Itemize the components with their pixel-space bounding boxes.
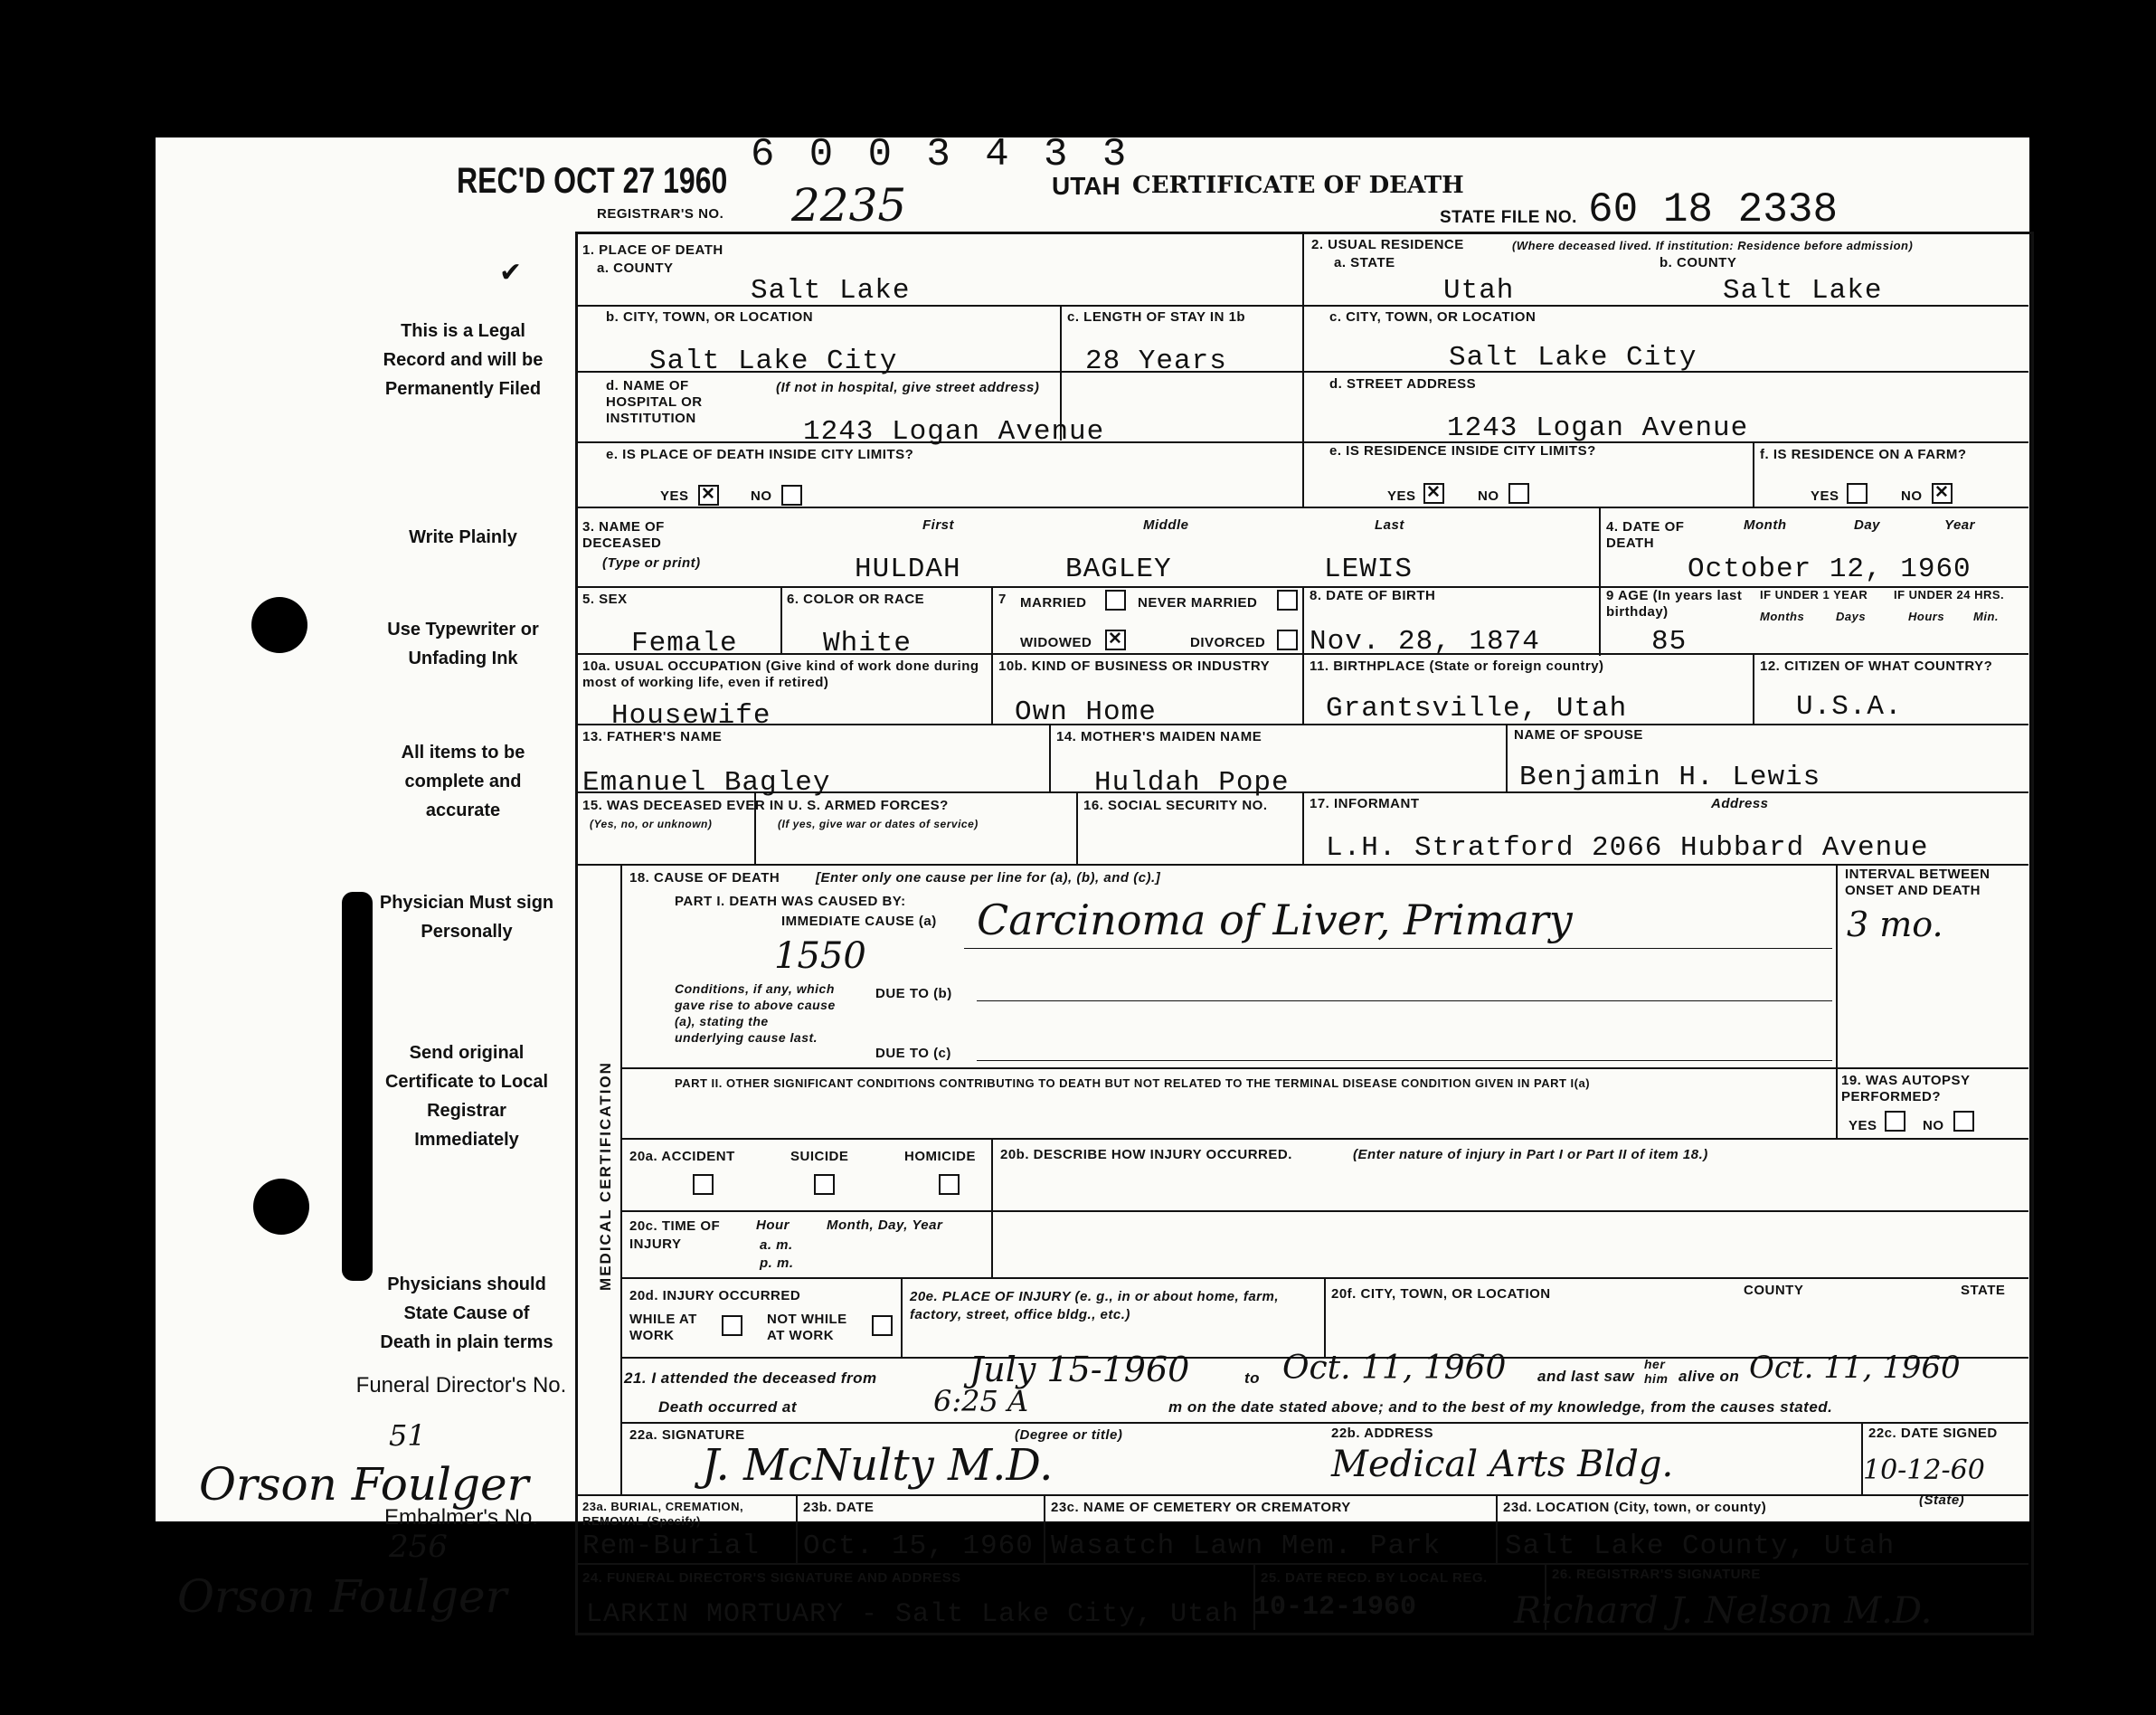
registrar-number: 2235	[791, 179, 907, 232]
label-place-of-injury: 20e. PLACE OF INJURY (e. g., in or about home, farm, factory, street, office bldg., etc.)	[910, 1289, 1280, 1322]
label-date-signed: 22c. DATE SIGNED	[1868, 1426, 1998, 1441]
label-part-1: PART I. DEATH WAS CAUSED BY:	[675, 894, 906, 909]
checkbox-widowed[interactable]	[1105, 630, 1126, 650]
embalmer-signature: Orson Foulger	[177, 1570, 507, 1623]
label-alive-on: alive on	[1678, 1368, 1740, 1385]
checkbox-homicide[interactable]	[939, 1174, 960, 1195]
label-accident: 20a. ACCIDENT	[629, 1149, 735, 1164]
label-to: to	[1244, 1369, 1261, 1387]
label-business: 10b. KIND OF BUSINESS OR INDUSTRY	[998, 659, 1271, 674]
label-medical-certification: MEDICAL CERTIFICATION	[597, 1061, 614, 1291]
value-cause-a: Carcinoma of Liver, Primary	[977, 895, 1573, 944]
checkbox-married[interactable]	[1105, 590, 1126, 611]
label-attended: 21. I attended the deceased from	[624, 1369, 877, 1387]
value-birthplace: Grantsville, Utah	[1326, 693, 1628, 725]
value-city: Salt Lake City	[649, 346, 898, 377]
value-hospital: 1243 Logan Avenue	[803, 416, 1105, 448]
label-year: Year	[1944, 517, 1975, 533]
label-month-day-year: Month, Day, Year	[827, 1218, 943, 1233]
label-degree: (Degree or title)	[1015, 1427, 1123, 1443]
value-burial-date: Oct. 15, 1960	[803, 1530, 1034, 1562]
label-social-security: 16. SOCIAL SECURITY NO.	[1083, 798, 1268, 813]
value-mother: Huldah Pope	[1094, 767, 1290, 799]
value-length-of-stay: 28 Years	[1085, 346, 1227, 377]
label-due-to-b: DUE TO (b)	[875, 986, 952, 1001]
label-res-in-city: e. IS RESIDENCE INSIDE CITY LIMITS?	[1329, 443, 1596, 459]
checkbox-res-in-city-yes[interactable]	[1423, 483, 1444, 504]
checkmark-icon: ✔	[499, 258, 523, 288]
value-attended-to: Oct. 11, 1960	[1282, 1350, 1507, 1387]
label-city: b. CITY, TOWN, OR LOCATION	[606, 309, 814, 325]
value-middle-name: BAGLEY	[1065, 554, 1172, 585]
label-armed-forces-b: (If yes, give war or dates of service)	[778, 818, 979, 830]
label-funeral-director: 24. FUNERAL DIRECTOR'S SIGNATURE AND ADDRESS	[582, 1570, 961, 1586]
label-last: Last	[1375, 517, 1404, 533]
label-no: NO	[751, 488, 772, 504]
label-spouse: NAME OF SPOUSE	[1514, 727, 1643, 743]
value-race: White	[823, 628, 913, 659]
label-place-of-death: 1. PLACE OF DEATH	[582, 242, 723, 258]
label-sex: 5. SEX	[582, 592, 628, 607]
label-birthplace: 11. BIRTHPLACE (State or foreign country)	[1310, 659, 1604, 674]
checkbox-farm-no[interactable]	[1932, 483, 1953, 504]
checkbox-not-while-at-work[interactable]	[872, 1315, 893, 1336]
note-physician-sign: Physician Must sign Personally	[379, 893, 554, 942]
embalmer-no: 256	[389, 1529, 448, 1565]
label-date-of-death: 4. DATE OF DEATH	[1606, 519, 1685, 551]
label-citizen: 12. CITIZEN OF WHAT COUNTRY?	[1760, 659, 1993, 674]
label-father: 13. FATHER'S NAME	[582, 729, 723, 744]
label-date-of-birth: 8. DATE OF BIRTH	[1310, 588, 1436, 603]
label-res-city: c. CITY, TOWN, OR LOCATION	[1329, 309, 1537, 325]
label-injury-city: 20f. CITY, TOWN, OR LOCATION	[1331, 1286, 1551, 1302]
checkbox-accident[interactable]	[693, 1174, 714, 1195]
label-address: Address	[1711, 796, 1769, 811]
label-pm: p. m.	[760, 1255, 794, 1271]
label-usual-residence: 2. USUAL RESIDENCE	[1311, 237, 1464, 252]
value-last-saw: Oct. 11, 1960	[1749, 1350, 1961, 1386]
label-burial-date: 23b. DATE	[803, 1500, 875, 1515]
value-father: Emanuel Bagley	[582, 767, 831, 799]
label-not-while-at-work: NOT WHILE AT WORK	[767, 1312, 847, 1343]
label-registrar-signature: 26. REGISTRAR'S SIGNATURE	[1552, 1567, 1761, 1582]
label-signature: 22a. SIGNATURE	[629, 1427, 745, 1443]
label-cause-note: [Enter only one cause per line for (a), (b), and (c).]	[816, 870, 1161, 886]
label-her-him: her him	[1644, 1357, 1669, 1386]
value-date-of-birth: Nov. 28, 1874	[1310, 626, 1540, 658]
label-age: 9 AGE (In years last birthday)	[1606, 588, 1743, 620]
value-informant: L.H. Stratford	[1326, 832, 1574, 864]
label-day: Day	[1854, 517, 1881, 533]
value-citizen: U.S.A.	[1796, 691, 1903, 723]
label-time-of-injury: 20c. TIME OF INJURY	[629, 1218, 721, 1252]
funeral-director-no-label: Funeral Director's No.	[355, 1373, 567, 1398]
label-res-street: d. STREET ADDRESS	[1329, 376, 1477, 392]
label-yes: YES	[660, 488, 689, 504]
label-yes: YES	[1811, 488, 1839, 504]
value-occupation: Housewife	[611, 700, 771, 732]
label-date-recd: 25. DATE RECD. BY LOCAL REG.	[1261, 1570, 1488, 1586]
label-last-saw: and last saw	[1537, 1368, 1635, 1385]
value-interval: 3 mo.	[1847, 905, 1943, 944]
label-informant: 17. INFORMANT	[1310, 796, 1420, 811]
checkbox-death-in-city-yes[interactable]	[698, 485, 719, 506]
label-first: First	[922, 517, 955, 533]
value-res-street: 1243 Logan Avenue	[1447, 412, 1749, 444]
embalmer-no-label: Embalmer's No.	[384, 1505, 538, 1530]
punch-hole-top	[251, 597, 307, 653]
punch-hole-bottom	[253, 1179, 309, 1235]
value-cemetery: Wasatch Lawn Mem. Park	[1051, 1530, 1442, 1562]
value-burial-location: Salt Lake County, Utah	[1505, 1530, 1896, 1562]
label-burial-state: (State)	[1919, 1492, 1965, 1508]
label-res-state: a. STATE	[1334, 255, 1395, 270]
redaction-mark	[342, 892, 373, 1281]
value-informant-address: 2066 Hubbard Avenue	[1592, 832, 1929, 864]
value-date-signed: 10-12-60	[1863, 1454, 1985, 1486]
label-cemetery: 23c. NAME OF CEMETERY OR CREMATORY	[1051, 1500, 1351, 1515]
value-physician-address: Medical Arts Bldg.	[1331, 1444, 1674, 1485]
note-typewriter: Use Typewriter or Unfading Ink	[387, 620, 539, 668]
value-funeral-director: LARKIN MORTUARY - Salt Lake City, Utah	[586, 1599, 1240, 1630]
value-attended-from: July 15-1960	[969, 1350, 1190, 1389]
value-spouse: Benjamin H. Lewis	[1519, 762, 1821, 793]
value-death-time: 6:25 A	[933, 1384, 1029, 1418]
checkbox-divorced[interactable]	[1277, 630, 1298, 650]
label-middle: Middle	[1143, 517, 1189, 533]
state-file-label: STATE FILE NO.	[1440, 208, 1577, 227]
label-death-in-city: e. IS PLACE OF DEATH INSIDE CITY LIMITS?	[606, 447, 914, 462]
label-min: Min.	[1973, 610, 1999, 623]
checkbox-suicide[interactable]	[814, 1174, 835, 1195]
value-last-name: LEWIS	[1324, 554, 1414, 585]
label-armed-forces-a: (Yes, no, or unknown)	[590, 818, 713, 830]
label-length-of-stay: c. LENGTH OF STAY IN 1b	[1067, 309, 1246, 325]
label-suicide: SUICIDE	[790, 1149, 849, 1164]
label-hospital-note: (If not in hospital, give street address)	[776, 380, 1040, 395]
label-injury-occurred: 20d. INJURY OCCURRED	[629, 1288, 801, 1303]
label-while-at-work: WHILE AT WORK	[629, 1312, 697, 1343]
note-cause-plain: Physicians should State Cause of Death in plain terms	[380, 1274, 553, 1352]
label-yes: YES	[1387, 488, 1416, 504]
label-under-24-hrs: IF UNDER 24 HRS.	[1894, 588, 2005, 602]
funeral-director-signature: Orson Foulger	[199, 1458, 529, 1511]
value-county: Salt Lake	[751, 275, 911, 307]
label-name-of-deceased: 3. NAME OF DECEASED	[582, 519, 665, 551]
label-county: a. COUNTY	[597, 261, 674, 276]
label-immediate-cause: IMMEDIATE CAUSE (a)	[781, 914, 937, 929]
label-injury-county: COUNTY	[1744, 1283, 1804, 1298]
value-burial: Rem-Burial	[582, 1530, 761, 1562]
label-type-or-print: (Type or print)	[602, 555, 701, 571]
label-yes: YES	[1849, 1118, 1877, 1133]
label-autopsy: 19. WAS AUTOPSY PERFORMED?	[1841, 1073, 1971, 1104]
label-race: 6. COLOR OR RACE	[787, 592, 925, 607]
value-date-recd: 10-12-1960	[1253, 1592, 1417, 1623]
checkbox-res-in-city-no[interactable]	[1508, 483, 1529, 504]
checkbox-while-at-work[interactable]	[722, 1315, 742, 1336]
label-burial-location: 23d. LOCATION (City, town, or county)	[1503, 1500, 1767, 1515]
label-injury-state: STATE	[1961, 1283, 2006, 1298]
label-conditions: Conditions, if any, which gave rise to above cause (a), stating the underlying cause last.	[675, 981, 836, 1045]
label-never-married: NEVER MARRIED	[1138, 595, 1258, 611]
value-registrar-signature: Richard J. Nelson M.D.	[1514, 1590, 1933, 1632]
received-stamp: REC'D OCT 27 1960	[457, 161, 728, 201]
label-under-1-year: IF UNDER 1 YEAR	[1760, 588, 1868, 602]
note-send-original: Send original Certificate to Local Registrar Immediately	[384, 1043, 549, 1150]
value-res-city: Salt Lake City	[1449, 342, 1697, 374]
label-no: NO	[1901, 488, 1923, 504]
checkbox-death-in-city-no[interactable]	[781, 485, 802, 506]
checkbox-never-married[interactable]	[1277, 590, 1298, 611]
label-on-date: m on the date stated above; and to the best of my knowledge, from the causes stated.	[1168, 1398, 1833, 1416]
label-burial: 23a. BURIAL, CREMATION, REMOVAL (Specify)	[582, 1500, 744, 1528]
value-cause-code: 1550	[774, 935, 866, 977]
funeral-director-no: 51	[389, 1418, 426, 1453]
note-complete: All items to be complete and accurate	[401, 743, 525, 820]
label-no: NO	[1923, 1118, 1944, 1133]
label-interval: INTERVAL BETWEEN ONSET AND DEATH	[1845, 867, 1991, 898]
value-res-county: Salt Lake	[1723, 275, 1883, 307]
label-no: NO	[1478, 488, 1499, 504]
label-hours: Hours	[1908, 610, 1945, 623]
label-am: a. m.	[760, 1237, 793, 1253]
value-physician-signature: J. McNulty M.D.	[702, 1440, 1054, 1491]
label-injury-how-note: (Enter nature of injury in Part I or Part II of item 18.)	[1353, 1147, 1708, 1162]
label-married: MARRIED	[1020, 595, 1087, 611]
certificate-title: CERTIFICATE OF DEATH	[1132, 172, 1464, 199]
checkbox-farm-yes[interactable]	[1847, 483, 1868, 504]
value-res-state: Utah	[1443, 275, 1515, 307]
label-hour: Hour	[756, 1218, 790, 1233]
label-res-county: b. COUNTY	[1660, 255, 1737, 270]
label-death-occurred: Death occurred at	[658, 1398, 798, 1416]
value-business: Own Home	[1015, 696, 1157, 728]
value-first-name: HULDAH	[855, 554, 961, 585]
value-age: 85	[1651, 626, 1688, 658]
label-homicide: HOMICIDE	[904, 1149, 976, 1164]
value-sex: Female	[631, 628, 738, 659]
title-state: UTAH	[1052, 172, 1121, 200]
label-month: Month	[1744, 517, 1787, 533]
label-occupation: 10a. USUAL OCCUPATION (Give kind of work done during most of working life, even if retired)	[582, 659, 979, 690]
label-widowed: WIDOWED	[1020, 635, 1092, 650]
label-days: Days	[1836, 610, 1867, 623]
label-months: Months	[1760, 610, 1805, 623]
label-armed-forces: 15. WAS DECEASED EVER IN U. S. ARMED FORCES?	[582, 798, 949, 813]
checkbox-autopsy-no[interactable]	[1953, 1111, 1974, 1132]
label-cause-of-death: 18. CAUSE OF DEATH	[629, 870, 780, 886]
value-date-of-death: October 12, 1960	[1688, 554, 1972, 585]
label-residence-note: (Where deceased lived. If institution: Residence before admission)	[1512, 239, 1914, 252]
label-part-2: PART II. OTHER SIGNIFICANT CONDITIONS CONTRIBUTING TO DEATH BUT NOT RELATED TO THE TERMINAL DISEASE CONDITION GIVEN IN PART I(a)	[675, 1076, 1591, 1090]
registrar-label: REGISTRAR'S NO.	[597, 206, 724, 222]
label-divorced: DIVORCED	[1190, 635, 1266, 650]
checkbox-autopsy-yes[interactable]	[1885, 1111, 1905, 1132]
label-physician-address: 22b. ADDRESS	[1331, 1426, 1433, 1441]
note-legal-record: This is a Legal Record and will be Permanently Filed	[383, 321, 544, 399]
label-injury-how: 20b. DESCRIBE HOW INJURY OCCURRED.	[1000, 1147, 1292, 1162]
state-file-number: 60 18 2338	[1588, 186, 1839, 233]
label-hospital: d. NAME OF HOSPITAL OR INSTITUTION	[606, 378, 703, 426]
label-due-to-c: DUE TO (c)	[875, 1046, 951, 1061]
note-write-plainly: Write Plainly	[409, 527, 517, 547]
label-marital-no: 7	[998, 592, 1007, 607]
certificate-number: 6 0 0 3 4 3 3	[751, 132, 1132, 177]
label-mother: 14. MOTHER'S MAIDEN NAME	[1056, 729, 1262, 744]
label-farm: f. IS RESIDENCE ON A FARM?	[1760, 447, 1967, 462]
